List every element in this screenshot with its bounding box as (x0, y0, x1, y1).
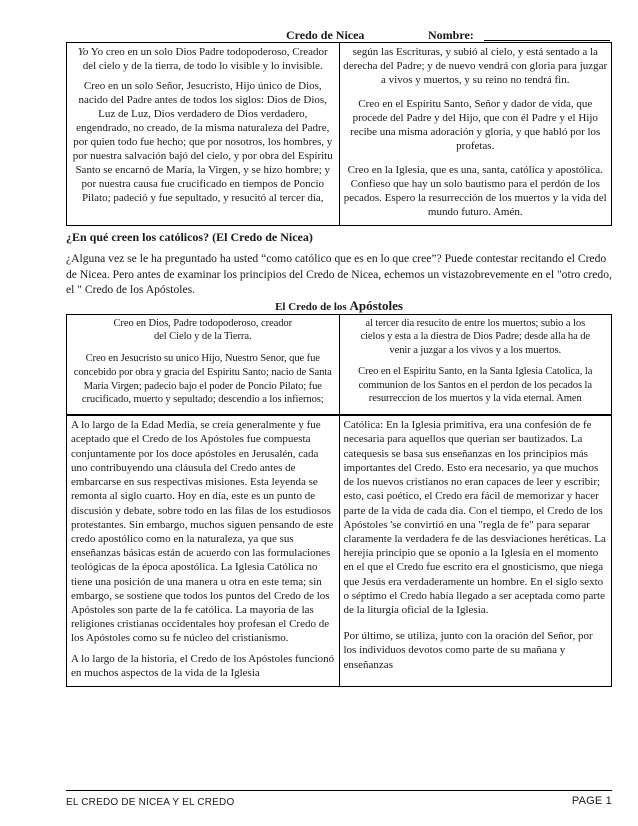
nicene-right-para-2: Creo en el Espíritu Santo, Señor y dador de vida, que procede del Padre y del Hijo, que con él Padre y el Hijo recibe una misma adoración y gloria, y que habló por los profetas. (350, 98, 601, 152)
intro-paragraph: ¿Alguna vez se le ha preguntado ha usted “como católico que es en lo que cree”? Puede contestar recitando el Credo de Nicea. Pero antes de examinar los principios del Credo de Nicea, echemos un vistazobrevemente en el "otro credo, el " Credo de los Apóstoles. (66, 252, 612, 296)
page-footer (66, 790, 612, 808)
history-left-para-1: A lo largo de la Edad Media, se creía generalmente y fue aceptado que el Credo de los Apóstoles fue compuesta conjuntamente por los doce apóstoles en Jerusalén, cada uno contribuyendo una cláusula del Credo antes de embarcarse en sus respectivas misiones. Esta leyenda se remonta al siglo cuarto. Hoy en día, este es un punto de discusión y debate, sobre todo en las filas de los estudiosos protestantes. Sin embargo, muchos siguen pensando de este credo apostólico como en la naturaleza, ya que sus enseñanzas básicas están de acuerdo con las formulaciones teológicas de la época apostólica. La Iglesia Católica no tiene una posición de una manera u otra en este tema; sin embargo, se sostiene que todos los puntos del Credo de los Apóstoles son parte de la fe católica. La mayoría de las religiones cristianas occidentales hoy profesan el Credo de los Apóstoles como su fe núcleo del cristianismo. (71, 419, 334, 645)
page-number: PAGE 1 (571, 795, 612, 807)
history-right-column (339, 416, 612, 687)
nicene-left-column (67, 43, 340, 226)
name-label: Nombre: (428, 28, 474, 42)
name-field-line (484, 40, 610, 41)
apostles-left-para-1: Creo en Dios, Padre todopoderoso, creador del Cielo y de la Tierra. (113, 317, 293, 343)
footer-title: EL CREDO DE NICEA Y EL CREDO (66, 797, 235, 808)
apostles-title-part2: Apóstoles (349, 297, 403, 313)
nicene-creed-table (66, 42, 612, 226)
history-right-para-2: Por último, se utiliza, junto con la oración del Señor, por los individuos devotos como parte de su mañana y enseñanzas (343, 630, 593, 671)
nicene-right-para-3: Creo en la Iglesia, que es una, santa, católica y apostólica. Confieso que hay un solo bautismo para el perdón de los pecados. Espero la resurrección de los muertos y la vida del mundo futuro. Amén. (343, 164, 607, 218)
nicene-left-para-2: Creo en un solo Señor, Jesucristo, Hijo único de Dios, nacido del Padre antes de todos los siglos: Dios de Dios, Luz de Luz, Dios verdadero de Dios verdadero, engendrado, no creado, de la misma naturaleza del Padre, por quien todo fue hecho; que por nosotros, los hombres, y por nuestra salvación bajó del cielo, y por obra del Espíritu Santo se encarnó de María, la Virgen, y se hizo hombre; y por nuestra causa fue crucificado en tiempos de Poncio Pilato; padeció y fue sepultado, y resucitó al tercer día, (72, 80, 333, 204)
apostles-right-column (339, 314, 612, 415)
nicene-left-para-1-text: Yo creo en un solo Dios Padre todopoderoso, Creador del cielo y de la tierra, de todo lo visible y lo invisible. (82, 46, 328, 72)
nicene-right-column (339, 43, 612, 226)
apostles-left-para-2: Creo en Jesucristo su unico Hijo, Nuestro Senor, que fue concebido por obra y gracia del Espiritu Santo; nacio de Santa Maria Virgen; padecio bajo el poder de Poncio Pilato; fue crucificado, muerto y sepultado; descendio a los infiernos; (73, 353, 332, 406)
history-left-para-2: A lo largo de la historia, el Credo de los Apóstoles funcionó en muchos aspectos de la vida de la Iglesia (71, 652, 335, 679)
apostles-creed-title (66, 299, 612, 314)
nicene-left-para-1 (70, 45, 336, 73)
history-left-column (67, 416, 340, 687)
nicene-right-para-1: según las Escrituras, y subió al cielo, y está sentado a la derecha del Padre; y de nuevo vendrá con gloria para juzgar a vivos y muertos, y su reino no tendrá fin. (343, 46, 608, 86)
apostles-left-column (67, 314, 340, 415)
page-title: Credo de Nicea (286, 28, 365, 42)
question-heading: ¿En qué creen los católicos? (El Credo de Nicea) (66, 230, 313, 244)
document-page (66, 24, 612, 687)
apostles-right-para-1: al tercer dia resucito de entre los muertos; subio a los cielos y esta a la diestra de Dios Padre; desde alla ha de venir a juzgar a los vivos y a los muertos. (360, 317, 591, 357)
yo-italic: Yo (77, 46, 89, 58)
history-right-para-1: Católica: En la Iglesia primitiva, era una confesión de fe necesaria para aquellos que querian ser bautizados. La catequesis se basa sus enseñanzas en los principios más importantes del Credo. Esto era necesario, ya que muchos de los nuevos cristianos no eran capaces de leer y escribir; esto, casi poético, el Credo era fácil de memorizar y hacer parte de la vida de cada dia. Con el tiempo, el Credo de los Apóstoles 'se convirtió en una "regla de fe" para separar claramente la verdadera fe de las desviaciones heréticas. La herejía principio que se oponio a la Iglesia en el momento en el que el Credo fue escrito era el gnosticismo, que niega que Jesús era verdaderamente un hombre. En el siglo sexto o séptimo el Credo había llegado a ser aceptada como parte de la liturgia oficial de la Iglesia. (343, 419, 606, 616)
apostles-right-para-2: Creo en el Espiritu Santo, en la Santa Iglesia Catolica, la communion de los Santos en el perdon de los pecados la resurreccion de los muertos y la vida eternal. Amen (358, 365, 593, 405)
header (66, 24, 612, 42)
apostles-title-part1: El Credo de los (275, 300, 347, 313)
history-table (66, 415, 612, 687)
apostles-creed-table (66, 314, 612, 416)
